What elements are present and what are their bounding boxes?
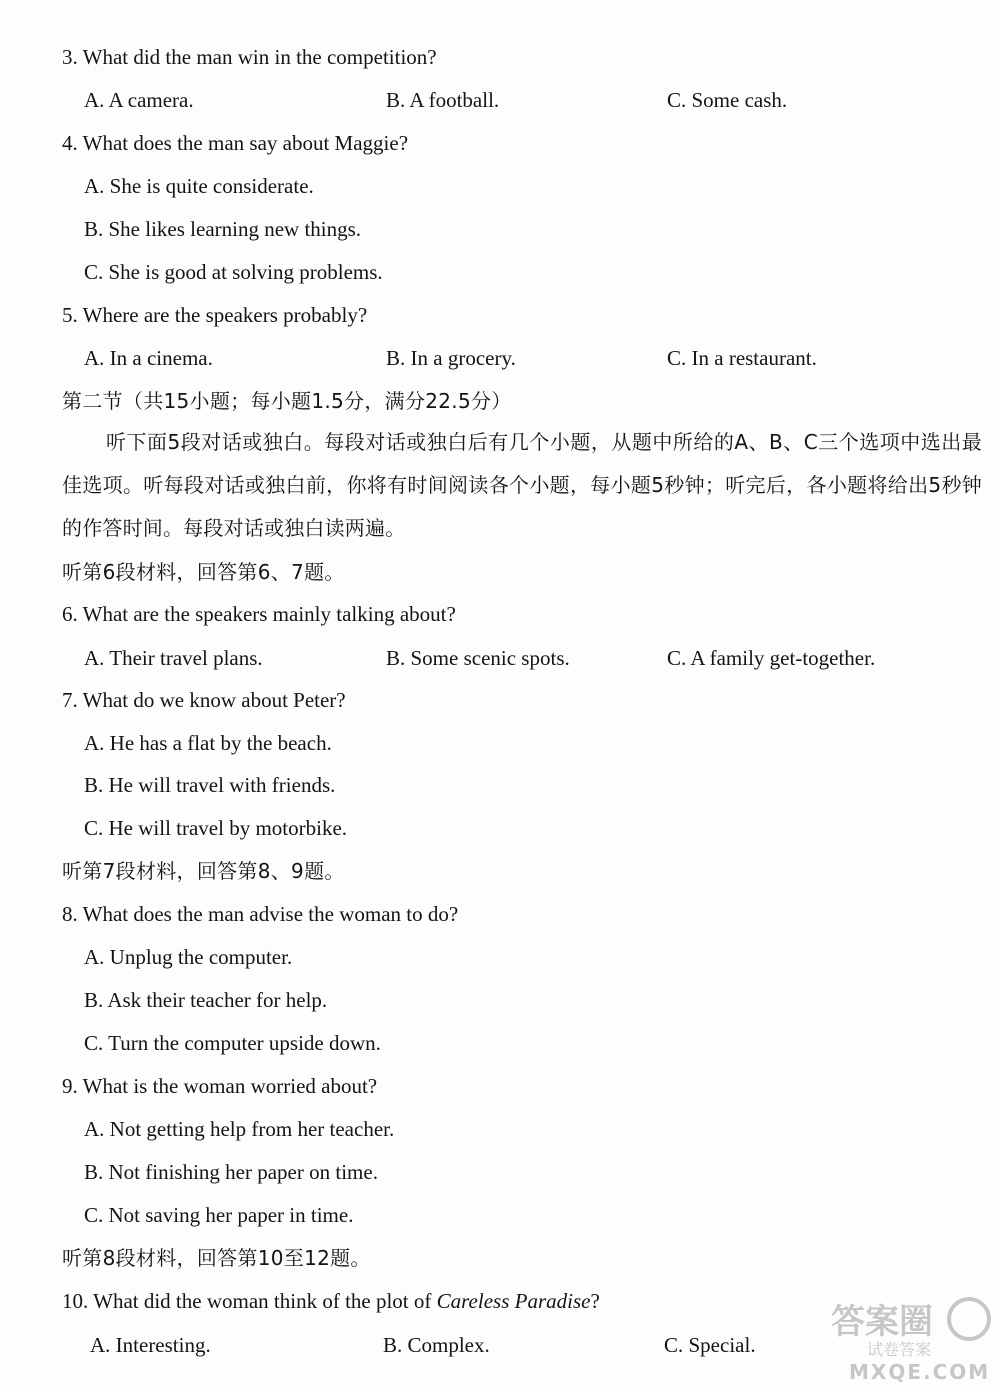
question-6-stem: 6. What are the speakers mainly talking about? — [62, 602, 456, 626]
material-8-instruction: 听第8段材料，回答第10至12题。 — [62, 1246, 371, 1270]
question-5-option-c: C. In a restaurant. — [667, 346, 817, 370]
section-2-heading: 第二节（共15小题；每小题1.5分，满分22.5分） — [62, 389, 512, 413]
watermark-domain-text: MXQE.COM — [849, 1360, 991, 1383]
watermark-sub-text: 试卷答案 — [867, 1340, 932, 1359]
question-4-option-b: B. She likes learning new things. — [84, 217, 362, 241]
question-7-option-a: A. He has a flat by the beach. — [84, 731, 332, 755]
question-10-film-title: Careless Paradise — [436, 1289, 591, 1313]
question-4-option-c: C. She is good at solving problems. — [84, 260, 383, 284]
question-9-stem: 9. What is the woman worried about? — [62, 1074, 378, 1098]
material-6-instruction: 听第6段材料，回答第6、7题。 — [62, 560, 345, 584]
question-8-option-a: A. Unplug the computer. — [84, 945, 293, 969]
question-9-option-a: A. Not getting help from her teacher. — [84, 1117, 395, 1141]
question-10-option-a: A. Interesting. — [90, 1333, 211, 1357]
watermark-logo — [809, 1293, 994, 1383]
question-5-option-b: B. In a grocery. — [386, 346, 516, 370]
question-6-option-c: C. A family get-together. — [667, 646, 876, 670]
question-10-stem-prefix: 10. What did the woman think of the plot of — [62, 1289, 437, 1313]
question-6-option-b: B. Some scenic spots. — [386, 646, 570, 670]
question-5-option-a: A. In a cinema. — [84, 346, 213, 370]
question-10-option-c: C. Special. — [664, 1333, 756, 1357]
question-10-stem — [62, 1291, 600, 1312]
question-9-option-b: B. Not finishing her paper on time. — [84, 1160, 378, 1184]
question-7-stem: 7. What do we know about Peter? — [62, 688, 346, 712]
watermark-main-text: 答案圈 — [831, 1302, 933, 1342]
question-3-stem: 3. What did the man win in the competition? — [62, 45, 437, 69]
question-8-option-b: B. Ask their teacher for help. — [84, 988, 328, 1012]
watermark-circle-icon — [949, 1299, 989, 1339]
question-3-option-a: A. A camera. — [84, 88, 194, 112]
question-4-option-a: A. She is quite considerate. — [84, 174, 314, 198]
question-5-stem: 5. Where are the speakers probably? — [62, 303, 368, 327]
question-3-option-b: B. A football. — [386, 88, 500, 112]
question-10-option-b: B. Complex. — [383, 1333, 490, 1357]
question-7-option-b: B. He will travel with friends. — [84, 773, 336, 797]
question-8-stem: 8. What does the man advise the woman to do? — [62, 902, 459, 926]
question-3-option-c: C. Some cash. — [667, 88, 788, 112]
section-2-instructions: 听下面5段对话或独白。每段对话或独白后有几个小题，从题中所给的A、B、C三个选项中选出最佳选项。听每段对话或独白前，你将有时间阅读各个小题，每小题5秒钟；听完后，各小题将给出5秒钟的作答时间。每段对话或独白读两遍。 — [62, 430, 982, 540]
question-10-stem-suffix: ? — [590, 1289, 600, 1313]
question-7-option-c: C. He will travel by motorbike. — [84, 816, 348, 840]
question-6-option-a: A. Their travel plans. — [84, 646, 263, 670]
question-8-option-c: C. Turn the computer upside down. — [84, 1031, 381, 1055]
question-4-stem: 4. What does the man say about Maggie? — [62, 131, 409, 155]
question-9-option-c: C. Not saving her paper in time. — [84, 1203, 354, 1227]
material-7-instruction: 听第7段材料，回答第8、9题。 — [62, 859, 345, 883]
